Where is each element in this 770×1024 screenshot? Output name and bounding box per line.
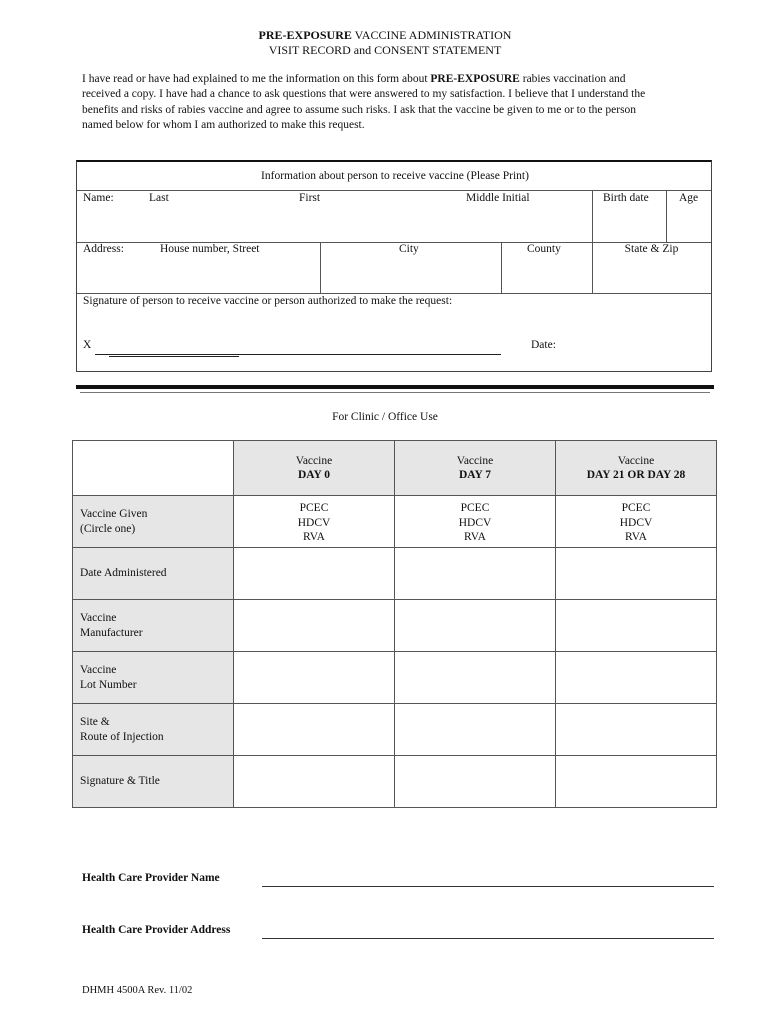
table-row xyxy=(73,600,717,652)
age-label: Age xyxy=(679,192,699,204)
person-info-heading: Information about person to receive vaccine (Please Print) xyxy=(261,170,529,182)
table-row xyxy=(73,756,717,808)
birth-date-label: Birth date xyxy=(603,192,649,204)
table-row xyxy=(73,652,717,704)
day-0-vaccine-options[interactable]: PCEC HDCV RVA xyxy=(234,496,395,548)
title-text: VACCINE ADMINISTRATION xyxy=(351,28,512,42)
manufacturer-label: Vaccine Manufacturer xyxy=(73,600,234,652)
day-7-header: Vaccine DAY 7 xyxy=(395,441,556,496)
vaccine-record-table xyxy=(72,440,717,808)
day-7-lot-cell[interactable] xyxy=(395,652,556,704)
day-21-28-signature-cell[interactable] xyxy=(556,756,717,808)
signature-x-mark: X xyxy=(83,339,92,351)
day-0-lot-cell[interactable] xyxy=(234,652,395,704)
site-route-label: Site & Route of Injection xyxy=(73,704,234,756)
day-7-vaccine-options[interactable]: PCEC HDCV RVA xyxy=(395,496,556,548)
table-row xyxy=(73,704,717,756)
day-0-site-cell[interactable] xyxy=(234,704,395,756)
day-21-28-lot-cell[interactable] xyxy=(556,652,717,704)
city-label: City xyxy=(399,243,419,255)
county-label: County xyxy=(527,243,561,255)
form-number: DHMH 4500A Rev. 11/02 xyxy=(82,985,193,996)
address-label: Address: xyxy=(83,243,124,255)
last-name-label: Last xyxy=(149,192,169,204)
table-header-row xyxy=(73,441,717,496)
table-row xyxy=(73,496,717,548)
state-zip-label: State & Zip xyxy=(624,243,679,255)
provider-address-label: Health Care Provider Address xyxy=(82,924,231,936)
street-label: House number, Street xyxy=(160,243,260,255)
consent-line-2: received a copy. I have had a chance to ask questions that were answered to my satisfaction. I believe that I understand the xyxy=(82,88,646,101)
section-divider xyxy=(76,385,714,389)
name-label: Name: xyxy=(83,192,114,204)
consent-line-3: benefits and risks of rabies vaccine and agree to assume such risks. I ask that the vaccine be given to me or to the person xyxy=(82,103,637,116)
provider-address-line[interactable] xyxy=(262,938,714,939)
form-subtitle: VISIT RECORD and CONSENT STATEMENT xyxy=(268,43,502,57)
day-0-manufacturer-cell[interactable] xyxy=(234,600,395,652)
date-label: Date: xyxy=(531,339,556,351)
consent-line-4: named below for whom I am authorized to make this request. xyxy=(82,119,365,132)
day-0-date-cell[interactable] xyxy=(234,548,395,600)
table-corner-cell xyxy=(73,441,234,496)
day-21-28-header: Vaccine DAY 21 OR DAY 28 xyxy=(556,441,717,496)
signature-line[interactable] xyxy=(95,354,501,355)
day-21-28-manufacturer-cell[interactable] xyxy=(556,600,717,652)
lot-number-label: Vaccine Lot Number xyxy=(73,652,234,704)
signature-label: Signature of person to receive vaccine or person authorized to make the request: xyxy=(83,295,453,307)
person-info-box xyxy=(76,160,712,372)
vaccine-given-label: Vaccine Given (Circle one) xyxy=(73,496,234,548)
first-name-label: First xyxy=(299,192,321,204)
day-0-signature-cell[interactable] xyxy=(234,756,395,808)
signature-title-label: Signature & Title xyxy=(73,756,234,808)
day-7-signature-cell[interactable] xyxy=(395,756,556,808)
day-7-site-cell[interactable] xyxy=(395,704,556,756)
day-7-manufacturer-cell[interactable] xyxy=(395,600,556,652)
clinic-use-heading: For Clinic / Office Use xyxy=(332,411,438,423)
consent-line-1: I have read or have had explained to me the information on this form about PRE-EXPOSURE rabies vaccination and xyxy=(82,73,626,85)
day-7-date-cell[interactable] xyxy=(395,548,556,600)
consent-statement xyxy=(82,72,712,134)
day-21-28-vaccine-options[interactable]: PCEC HDCV RVA xyxy=(556,496,717,548)
day-21-28-site-cell[interactable] xyxy=(556,704,717,756)
provider-name-line[interactable] xyxy=(262,886,714,887)
title-emphasis: PRE-EXPOSURE xyxy=(258,28,352,42)
day-21-28-date-cell[interactable] xyxy=(556,548,717,600)
provider-name-label: Health Care Provider Name xyxy=(82,872,220,884)
date-administered-label: Date Administered xyxy=(73,548,234,600)
day-0-header: Vaccine DAY 0 xyxy=(234,441,395,496)
table-row xyxy=(73,548,717,600)
middle-initial-label: Middle Initial xyxy=(466,192,530,204)
form-title xyxy=(0,28,770,58)
